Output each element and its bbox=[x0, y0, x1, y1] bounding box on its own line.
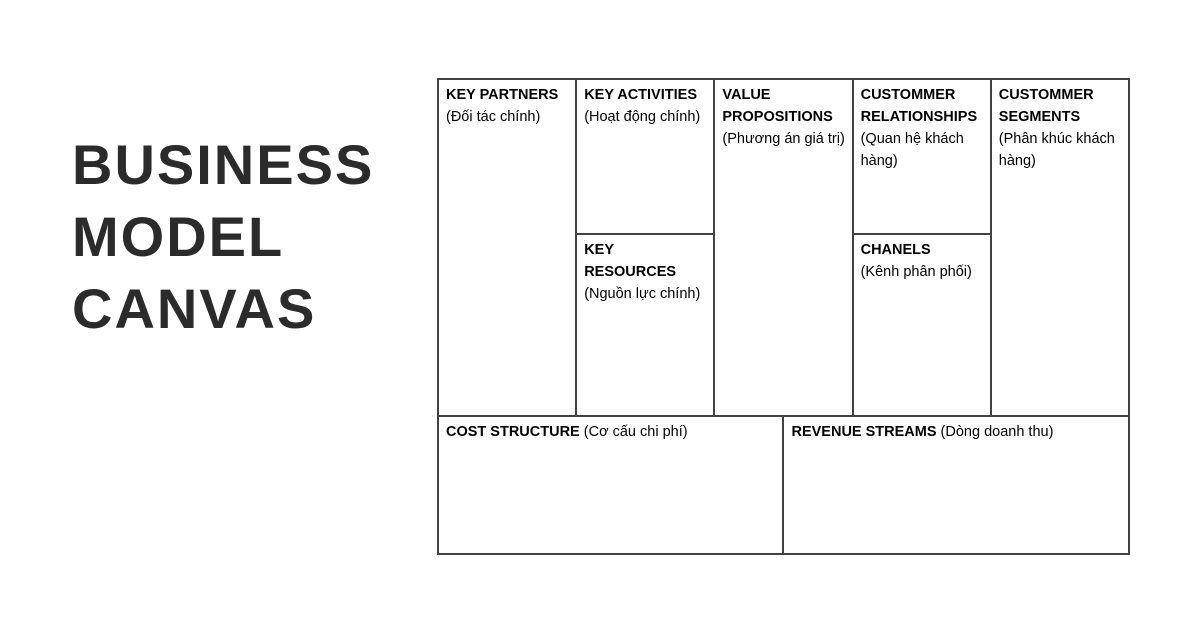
page-title bbox=[72, 129, 374, 345]
customer-segments-label: CUSTOMMER SEGMENTS bbox=[998, 87, 1094, 125]
title-line-3: CANVAS bbox=[72, 277, 317, 340]
cell-revenue-streams bbox=[783, 416, 1129, 554]
key-resources-label: KEY RESOURCES bbox=[584, 242, 677, 280]
chanels-label: CHANELS bbox=[860, 242, 931, 258]
cell-customer-segments bbox=[991, 79, 1129, 416]
key-partners-translation: (Đối tác chính) bbox=[446, 109, 541, 125]
value-propositions-label: VALUE PROPOSITIONS bbox=[722, 87, 833, 125]
key-partners-label: KEY PARTNERS bbox=[446, 87, 559, 103]
cost-structure-label: COST STRUCTURE bbox=[446, 424, 580, 440]
key-resources-translation: (Nguồn lực chính) bbox=[584, 286, 701, 302]
cost-structure-translation: (Cơ cấu chi phí) bbox=[583, 424, 688, 440]
key-activities-label: KEY ACTIVITIES bbox=[584, 87, 697, 103]
cell-key-resources bbox=[576, 234, 714, 416]
business-model-canvas-grid bbox=[437, 78, 1130, 555]
cell-cost-structure bbox=[438, 416, 783, 554]
cell-customer-relationships bbox=[853, 79, 991, 234]
chanels-translation: (Kênh phân phối) bbox=[860, 264, 972, 280]
cell-key-activities bbox=[576, 79, 714, 234]
title-line-2: MODEL bbox=[72, 205, 285, 268]
revenue-streams-label: REVENUE STREAMS bbox=[791, 424, 937, 440]
cell-key-partners bbox=[438, 79, 576, 416]
customer-relationships-translation: (Quan hệ khách hàng) bbox=[860, 131, 964, 169]
value-propositions-translation: (Phương án giá trị) bbox=[722, 131, 845, 147]
key-activities-translation: (Hoạt động chính) bbox=[584, 109, 701, 125]
cell-value-propositions bbox=[714, 79, 852, 416]
revenue-streams-translation: (Dòng doanh thu) bbox=[940, 424, 1054, 440]
title-line-1: BUSINESS bbox=[72, 133, 375, 196]
customer-segments-translation: (Phân khúc khách hàng) bbox=[998, 131, 1115, 169]
cell-chanels bbox=[853, 234, 991, 416]
customer-relationships-label: CUSTOMMER RELATIONSHIPS bbox=[860, 87, 978, 125]
